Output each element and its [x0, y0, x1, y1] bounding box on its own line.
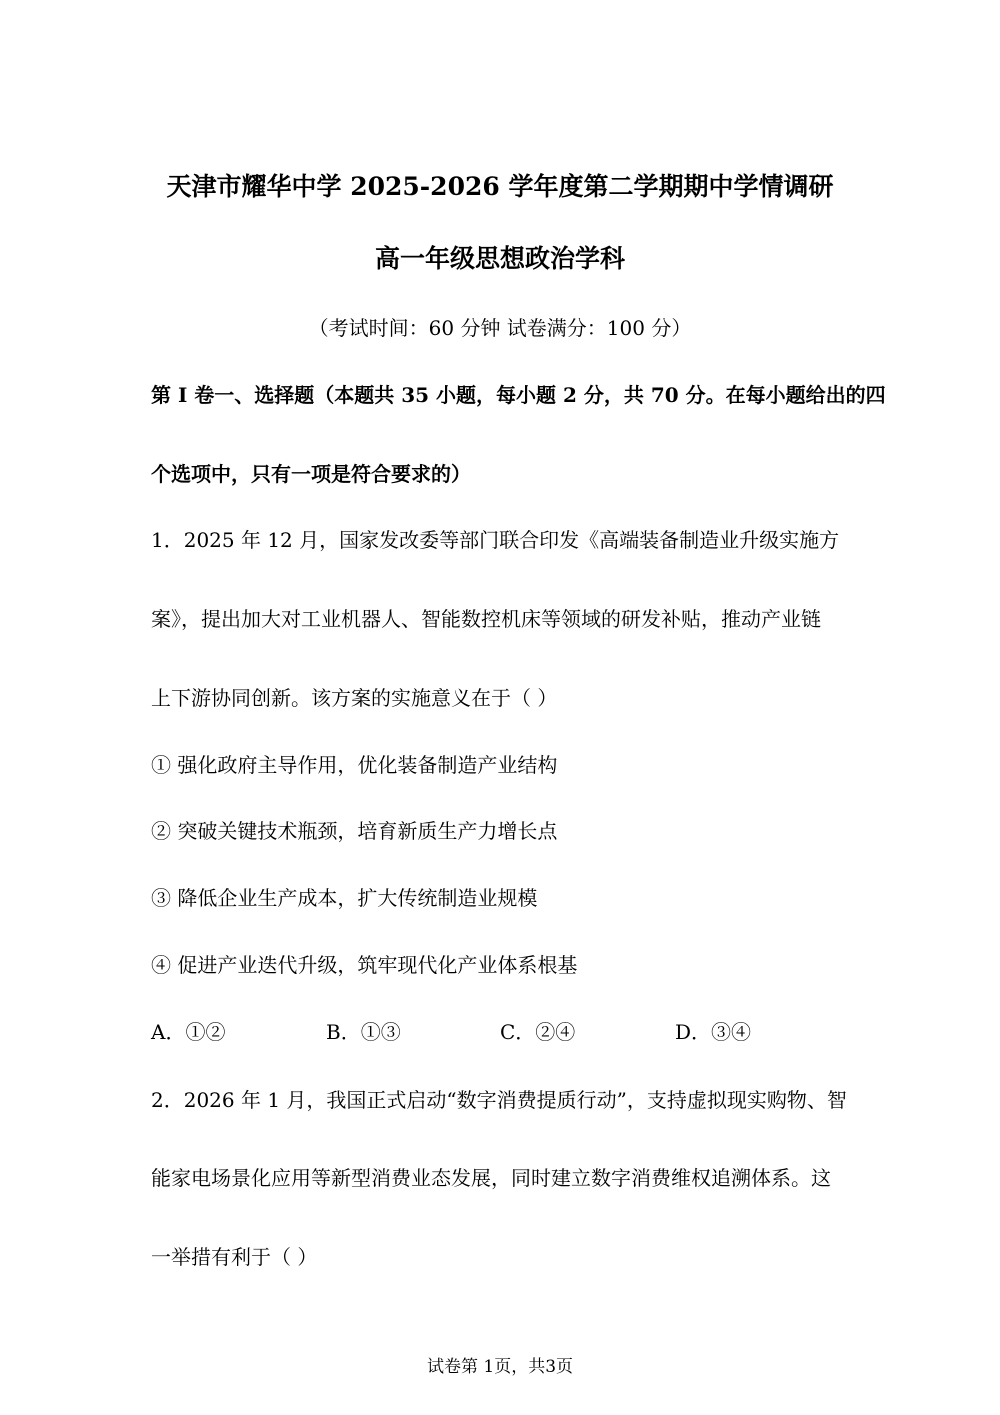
- question-1-statement-3: ③ 降低企业生产成本，扩大传统制造业规模: [151, 886, 538, 910]
- page-footer: 试卷第 1页，共3页: [426, 1357, 574, 1377]
- exam-title-line1: 天津市耀华中学 2025-2026 学年度第二学期期中学情调研: [166, 172, 834, 201]
- question-1-option-b: B．①③: [326, 1020, 401, 1044]
- section-heading-line2: 个选项中，只有一项是符合要求的）: [151, 462, 471, 486]
- question-2-stem-line2: 能家电场景化应用等新型消费业态发展，同时建立数字消费维权追溯体系。这: [151, 1166, 831, 1190]
- question-2-stem-line3: 一举措有利于（ ）: [151, 1245, 318, 1269]
- exam-title-line2: 高一年级思想政治学科: [374, 244, 625, 273]
- question-1-stem-line2: 案》，提出加大对工业机器人、智能数控机床等领域的研发补贴，推动产业链: [151, 607, 821, 631]
- question-1-statement-1: ① 强化政府主导作用，优化装备制造产业结构: [151, 753, 558, 777]
- question-1-stem-line1: 1．2025 年 12 月，国家发改委等部门联合印发《高端装备制造业升级实施方: [151, 528, 840, 552]
- question-2-stem-line1: 2．2026 年 1 月，我国正式启动“数字消费提质行动”，支持虚拟现实购物、智: [151, 1088, 847, 1112]
- question-1-statement-2: ② 突破关键技术瓶颈，培育新质生产力增长点: [151, 819, 558, 843]
- section-heading-line1: 第 I 卷一、选择题（本题共 35 小题，每小题 2 分，共 70 分。在每小题给出的四: [151, 383, 886, 407]
- question-1-option-d: D．③④: [675, 1020, 752, 1044]
- exam-info: （考试时间：60 分钟 试卷满分：100 分）: [308, 316, 692, 340]
- question-1-statement-4: ④ 促进产业迭代升级，筑牢现代化产业体系根基: [151, 953, 578, 977]
- question-1-option-a: A．①②: [151, 1020, 226, 1044]
- question-1-option-c: C．②④: [500, 1020, 576, 1044]
- question-1-stem-line3: 上下游协同创新。该方案的实施意义在于（ ）: [151, 686, 558, 710]
